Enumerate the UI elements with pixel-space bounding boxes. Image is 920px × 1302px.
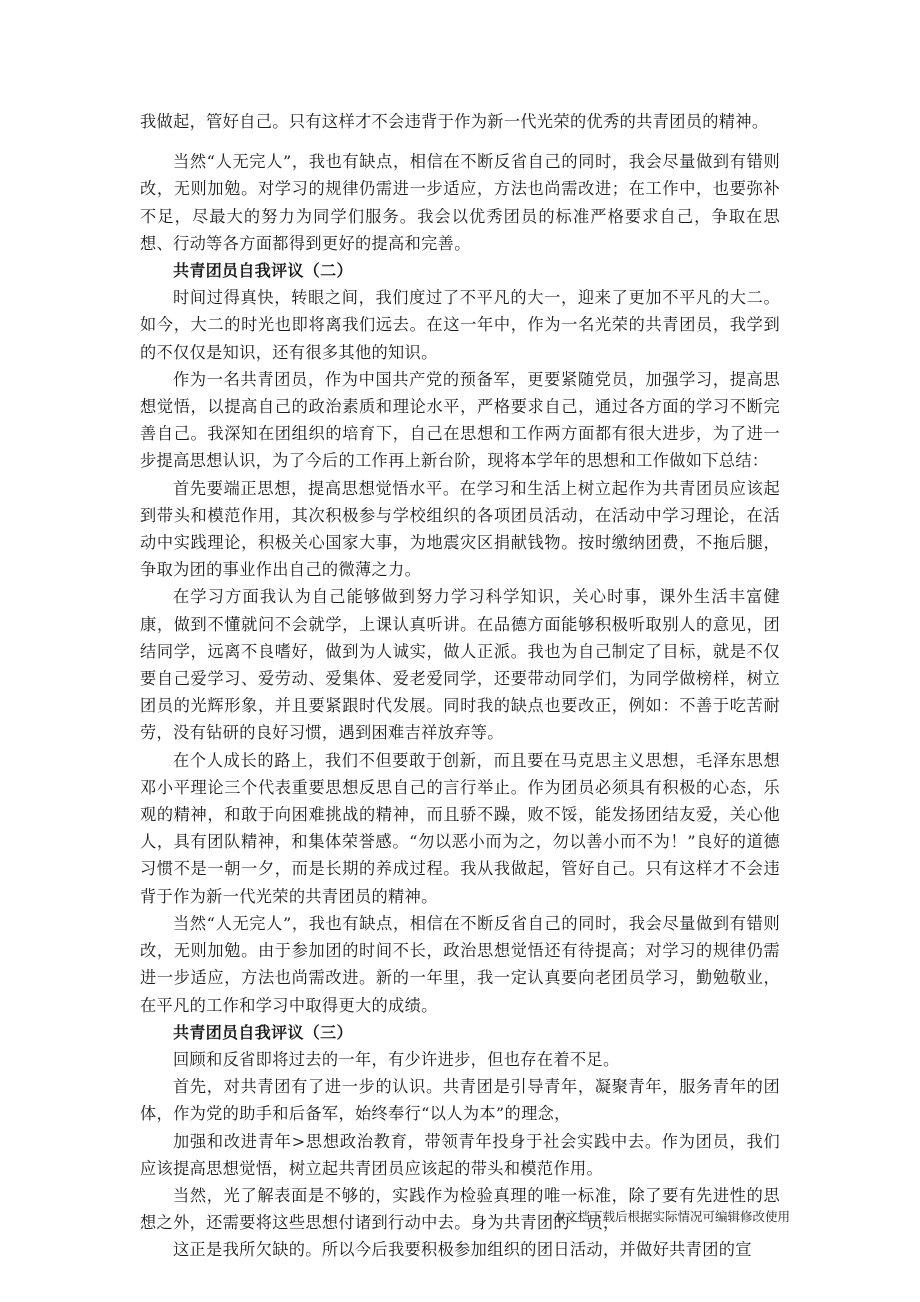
paragraph: 这正是我所欠缺的。所以今后我要积极参加组织的团日活动，并做好共青团的宣 bbox=[173, 1240, 752, 1260]
paragraph: 当然“人无完人”，我也有缺点，相信在不断反省自己的同时，我会尽量做到有错则改，无则加勉。对学习的规律仍需进一步适应，方法也尚需改进；在工作中，也要弥补不足，尽最大的努力为同学们服务。我会以优秀团员的标准严格要求自己，争取在思想、行动等各方面都得到更好的提高和完善。 bbox=[140, 152, 780, 253]
paragraph: 在个人成长的路上，我们不但要敢于创新，而且要在马克思主义思想，毛泽东思想邓小平理论三个代表重要思想反思自己的言行举止。作为团员必须具有积极的心态，乐观的精神，和敢于向困难挑战的精神，而且骄不躁，败不馁，能发扬团结友爱，关心他人，具有团队精神，和集体荣誉感。“勿以恶小而为之，勿以善小而不为！”良好的道德习惯不是一朝一夕，而是长期的养成过程。我从我做起，管好自己。只有这样才不会违背于作为新一代光荣的共青团员的精神。 bbox=[140, 750, 780, 906]
paragraph: 回顾和反省即将过去的一年，有少许进步，但也存在着不足。 bbox=[173, 1049, 620, 1069]
paragraph: 首先要端正思想，提高思想觉悟水平。在学习和生活上树立起作为共青团员应该起到带头和模范作用，其次积极参与学校组织的各项团员活动，在活动中学习理论，在活动中实践理论，积极关心国家大事，为地震灾区捐献钱物。按时缴纳团费，不拖后腿，争取为团的事业作出自己的微薄之力。 bbox=[140, 478, 780, 580]
paragraph-continued: 我做起，管好自己。只有这样才不会违背于作为新一代光荣的优秀的共青团员的精神。 bbox=[140, 112, 769, 131]
paragraph: 首先，对共青团有了进一步的认识。共青团是引导青年，凝聚青年，服务青年的团体，作为党的助手和后备军，始终奉行“以人为本”的理念， bbox=[140, 1077, 780, 1124]
paragraph: 当然，光了解表面是不够的，实践作为检验真理的唯一标准，除了要有先进性的思想之外，还需要将这些思想付诸到行动中去。身为共青团的一员， bbox=[140, 1185, 780, 1233]
section-heading-3: 共青团员自我评议（三） bbox=[173, 1022, 353, 1042]
paragraph: 时间过得真快，转眼之间，我们度过了不平凡的大一，迎来了更加不平凡的大二。如今，大二的时光也即将离我们远去。在这一年中，作为一名光荣的共青团员，我学到的不仅仅是知识，还有很多其他的知识。 bbox=[140, 288, 780, 362]
paragraph: 加强和改进青年>思想政治教育，带领青年投身于社会实践中去。作为团员，我们应该提高思想觉悟，树立起共青团员应该起的带头和模范作用。 bbox=[140, 1131, 780, 1178]
page-footer-note: 本文档下载后根据实际情况可编辑修改使用 bbox=[552, 1209, 790, 1224]
paragraph: 作为一名共青团员，作为中国共产党的预备军，更要紧随党员，加强学习，提高思想觉悟，以提高自己的政治素质和理论水平，严格要求自己，通过各方面的学习不断完善自己。我深知在团组织的培育下，自己在思想和工作两方面都有很大进步，为了进一步提高思想认识，为了今后的工作再上新台阶，现将本学年的思想和工作做如下总结： bbox=[140, 369, 780, 471]
paragraph: 当然“人无完人”，我也有缺点，相信在不断反省自己的同时，我会尽量做到有错则改，无则加勉。由于参加团的时间不长，政治思想觉悟还有待提高；对学习的规律仍需进一步适应，方法也尚需改进。新的一年里，我一定认真要向老团员学习，勤勉敬业，在平凡的工作和学习中取得更大的成绩。 bbox=[140, 913, 780, 1015]
paragraph: 在学习方面我认为自己能够做到努力学习科学知识，关心时事，课外生活丰富健康，做到不懂就问不会就学，上课认真听讲。在品德方面能够积极听取别人的意见，团结同学，远离不良嗜好，做到为人诚实，做人正派。我也为自己制定了目标，就是不仅要自己爱学习、爱劳动、爱集体、爱老爱同学，还要带动同学们，为同学做榜样，树立团员的光辉形象，并且要紧跟时代发展。同时我的缺点也要改正，例如：不善于吃苦耐劳，没有钻研的良好习惯，遇到困难吉祥放弃等。 bbox=[140, 587, 780, 743]
section-heading-2: 共青团员自我评议（二） bbox=[173, 261, 353, 281]
document-body bbox=[140, 108, 780, 1264]
